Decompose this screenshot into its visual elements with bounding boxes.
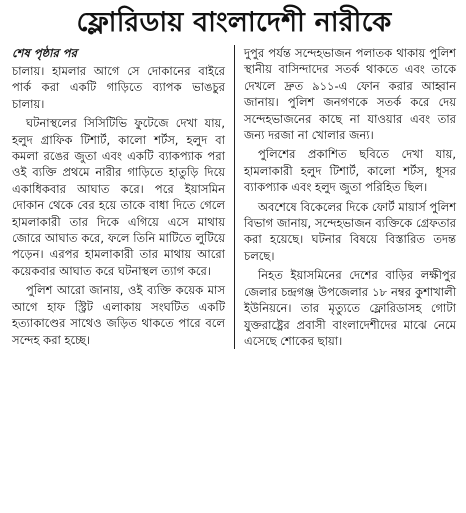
paragraph: অবশেষে বিকেলের দিকে ফোর্ট মায়ার্স পুলিশ বিভাগ জানায়, সন্দেহভাজন ব্যক্তিকে গ্রেফতার করা হয়েছে। ঘটনার বিষয়ে বিস্তারিত তদন্ত চলছে। (244, 199, 456, 263)
paragraph: পুলিশের প্রকাশিত ছবিতে দেখা যায়, হামলাকারী হলুদ টিশার্ট, কালো শর্টস, ধূসর ব্যাকপ্যাক এবং হলুদ জুতা পরিহিত ছিল। (244, 147, 456, 195)
left-column (12, 45, 234, 349)
article-columns (12, 45, 456, 349)
paragraph: চালায়। হামলার আগে সে দোকানের বাইরে পার্ক করা একটি গাড়িতে ব্যাপক ভাঙচুর চালায়। (12, 64, 225, 111)
paragraph: পুলিশ আরো জানায়, ওই ব্যক্তি কয়েক মাস আগে হাফ স্ট্রিট এলাকায় সংঘটিত একটি হত্যাকাণ্ডের সাথেও জড়িত থাকতে পারে বলে সন্দেহ করা হচ্ছে। (12, 283, 225, 347)
continued-label: শেষ পৃষ্ঠার পর (12, 46, 77, 60)
paragraph: ঘটনাস্থলের সিসিটিভি ফুটেজে দেখা যায়, হলুদ গ্রাফিক টিশার্ট, কালো শর্টস, হলুদ বা কমলা রঙের জুতা এবং একটি ব্যাকপ্যাক পরা ওই ব্যক্তি প্রথমে নারীর গাড়িতে হাতুড়ি দিয়ে একাধিকবার আঘাত করে। পরে ইয়াসমিন দোকান থেকে বের হয়ে তাকে বাধা দিতে গেলে হামলাকারী তার দিকে এগিয়ে এসে মাথায় জোরে আঘাত করে, ফলে তিনি মাটিতে লুটিয়ে পড়েন। এরপর হামলাকারী তার মাথায় আরো কয়েকবার আঘাত করে ঘটনাস্থল ত্যাগ করে। (12, 116, 225, 278)
headline: ফ্লোরিডায় বাংলাদেশী নারীকে (76, 7, 392, 38)
right-column (234, 45, 456, 349)
paragraph: নিহত ইয়াসমিনের দেশের বাড়ির লক্ষীপুর জেলার চন্দ্রগঞ্জ উপজেলার ১৮ নম্বর কুশাখালী ইউনিয়নে। তার মৃত্যুতে ফ্লোরিডাসহ গোটা যুক্তরাষ্ট্রের প্রবাসী বাংলাদেশীদের মাঝে নেমে এসেছে শোকের ছায়া। (244, 268, 456, 348)
paragraph: দুপুর পর্যন্ত সন্দেহভাজন পলাতক থাকায় পুলিশ স্থানীয় বাসিন্দাদের সতর্ক থাকতে এবং তাকে দেখলে দ্রুত ৯১১-এ ফোন করার আহ্বান জানায়। পুলিশ জনগণকে সতর্ক করে দেয় সন্দেহভাজনের কাছে না যাওয়ার এবং তার জন্য দরজা না খোলার জন্য। (244, 46, 456, 143)
